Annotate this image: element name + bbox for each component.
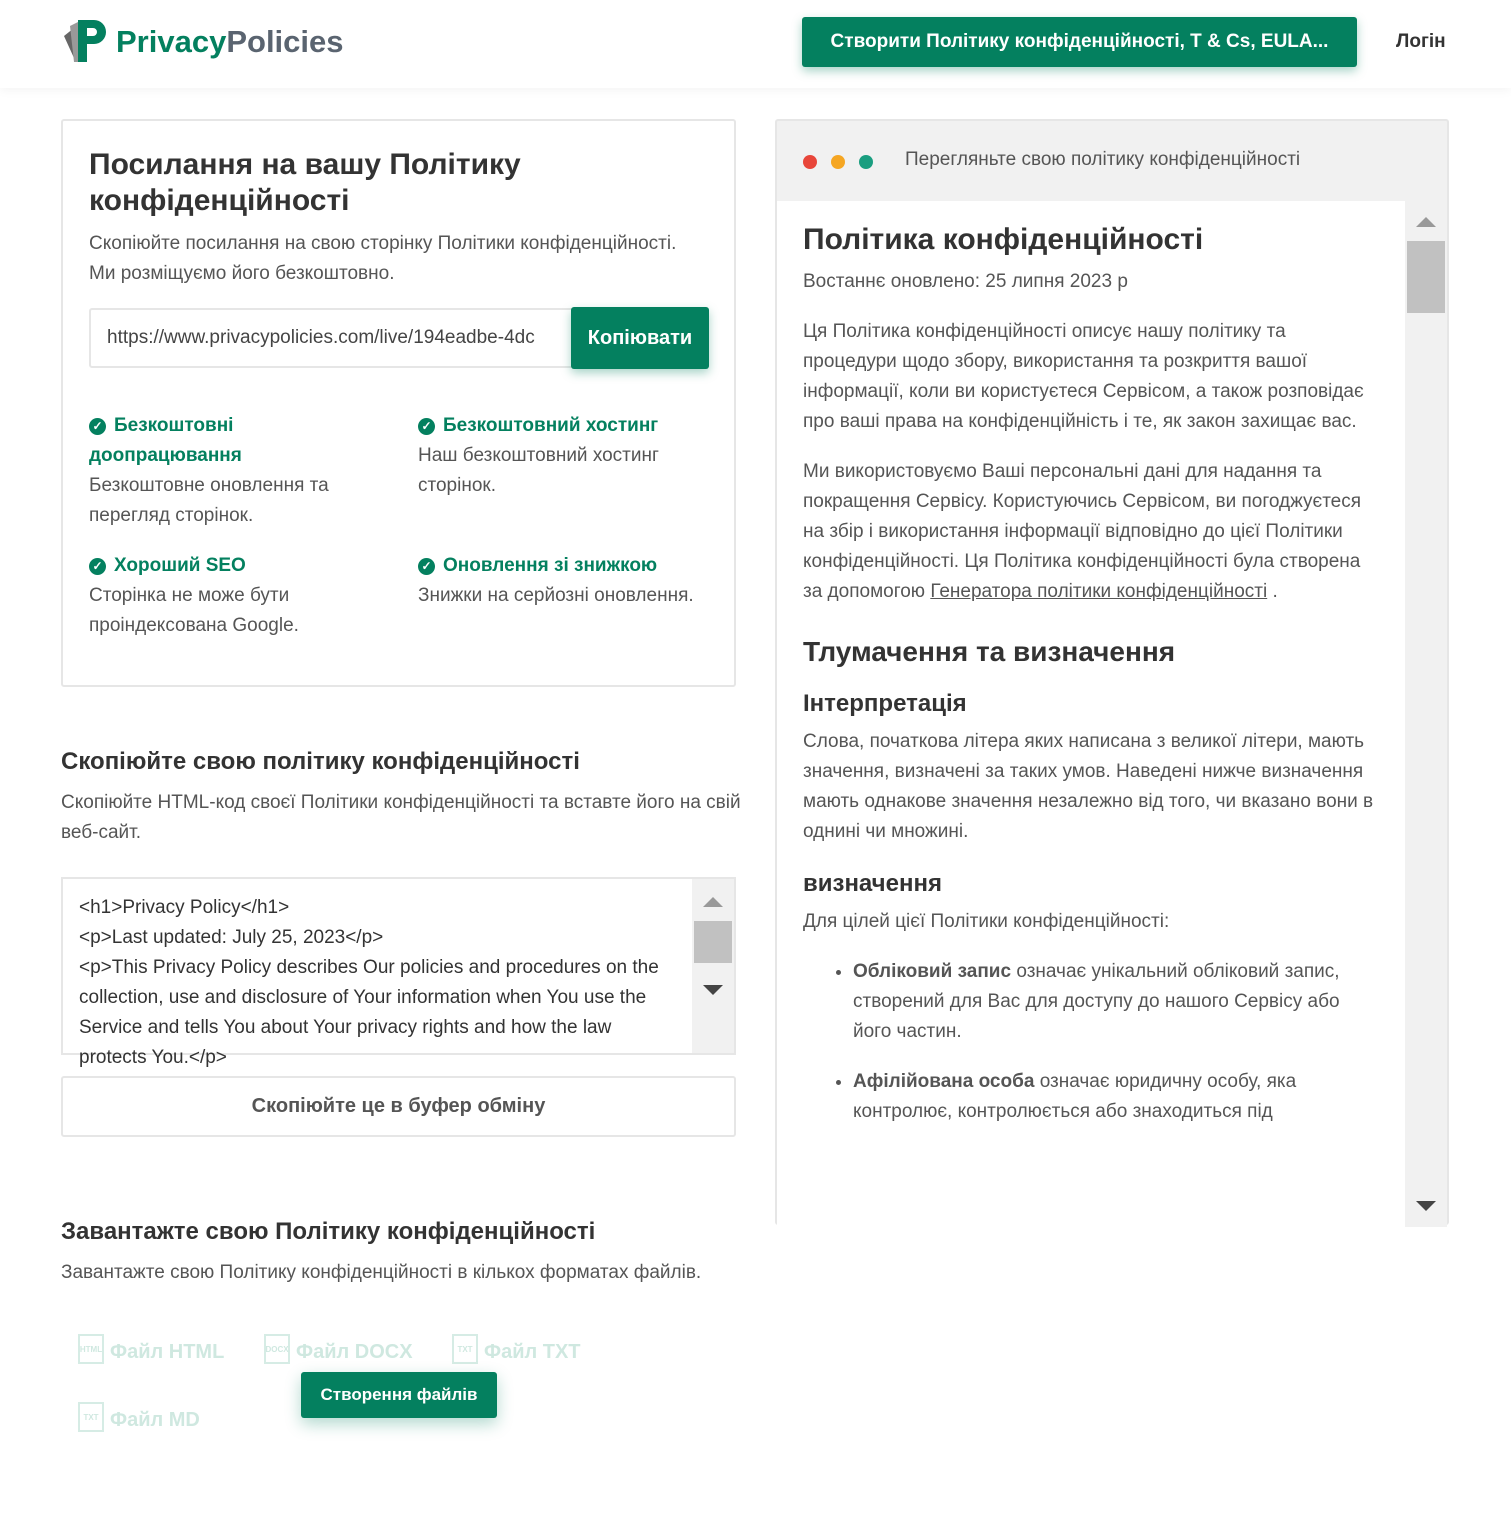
copy-section [61, 748, 741, 848]
feature-text: Наш безкоштовний хостинг сторінок. [418, 445, 659, 496]
green-dot-icon [859, 155, 873, 169]
definition-item [853, 1067, 1381, 1127]
feature-text: Безкоштовне оновлення та перегляд сторінок. [89, 475, 329, 526]
download-txt[interactable] [452, 1334, 581, 1364]
logo-text-privacy: Privacy [116, 24, 227, 59]
scroll-thumb[interactable] [694, 921, 732, 963]
preview-content[interactable] [777, 201, 1407, 1231]
file-txt-icon: TXT [452, 1334, 478, 1364]
usage-end: . [1267, 581, 1278, 602]
file-label: Файл HTML [110, 1341, 225, 1363]
feature-text: Сторінка не може бути проіндексована Google. [89, 585, 299, 636]
download-section-description: Завантажте свою Політику конфіденційності в кількох форматах файлів. [61, 1262, 702, 1283]
policy-html-textarea[interactable] [61, 877, 736, 1068]
card-title: Посилання на вашу Політику конфіденційності [89, 148, 521, 217]
copy-section-title: Скопіюйте свою політику конфіденційності [61, 748, 580, 775]
download-section-title: Завантажте свою Політику конфіденційності [61, 1218, 596, 1245]
usage-text: Ми використовуємо Ваші персональні дані для надання та покращення Сервісу. Користуючись Сервісом, ви погоджуєтеся на збір і використання інформації відповідно до цієї Політики конфіденційності. Ця Політика конфіденційності була створена за допомогою [803, 461, 1362, 602]
feature-free-revisions [89, 411, 379, 531]
definition-term: Афілійована особа [853, 1071, 1035, 1092]
logo-text-policies: Policies [226, 24, 344, 59]
generate-files-button[interactable]: Створення файлів [301, 1372, 497, 1418]
file-docx-icon: DOCX [264, 1334, 290, 1364]
logo-icon [62, 18, 110, 66]
check-icon: ✓ [89, 558, 106, 575]
usage-paragraph [803, 457, 1381, 607]
download-html[interactable] [78, 1334, 224, 1364]
feature-free-hosting [418, 411, 708, 501]
copy-to-clipboard-button[interactable]: Скопіюйте це в буфер обміну [61, 1076, 736, 1137]
scroll-up-icon[interactable] [1416, 217, 1436, 227]
file-label: Файл DOCX [296, 1341, 413, 1363]
card-description: Скопіюйте посилання на свою сторінку Політики конфіденційності. Ми розміщуємо його безкоштовно. [89, 233, 677, 284]
definition-text: означає юридичну особу, яка контролює, контролюється або знаходиться під [853, 1071, 1297, 1122]
interpretation-heading: Інтерпретація [803, 690, 967, 717]
intro-paragraph: Ця Політика конфіденційності описує нашу політику та процедури щодо збору, використання та розкриття вашої інформації, коли ви користуєтеся Сервісом, а також розповідає про ваші права на конфіденційність і те, як закон захищає вас. [803, 321, 1364, 432]
policy-url-value[interactable]: https://www.privacypolicies.com/live/194eadbe-4dc [107, 327, 535, 348]
logo[interactable] [62, 18, 344, 66]
policy-url-field[interactable] [89, 308, 709, 368]
feature-title: Хороший SEO [114, 555, 246, 576]
preview-title: Перегляньте свою політику конфіденційності [905, 149, 1301, 170]
red-dot-icon [803, 155, 817, 169]
create-policy-button[interactable]: Створити Політику конфіденційності, T & Cs, EULA... [802, 17, 1357, 67]
scroll-down-icon[interactable] [1416, 1201, 1436, 1211]
file-label: Файл MD [110, 1409, 200, 1431]
preview-heading: Політика конфіденційності [803, 223, 1204, 256]
feature-text: Знижки на серйозні оновлення. [418, 585, 694, 606]
feature-seo [89, 551, 379, 641]
policy-link-card [61, 119, 736, 687]
scroll-up-icon[interactable] [703, 897, 723, 907]
check-icon: ✓ [89, 418, 106, 435]
scroll-thumb[interactable] [1407, 241, 1445, 313]
download-md[interactable] [78, 1402, 200, 1432]
copy-url-button[interactable]: Копіювати [571, 307, 709, 369]
definition-item [853, 957, 1381, 1047]
preview-scrollbar[interactable] [1405, 201, 1447, 1227]
file-html-icon: HTML [78, 1334, 104, 1364]
definitions-intro: Для цілей цієї Політики конфіденційності: [803, 911, 1170, 932]
definitions-subheading: визначення [803, 870, 942, 897]
check-icon: ✓ [418, 418, 435, 435]
login-link[interactable]: Логін [1396, 31, 1446, 52]
generator-link[interactable]: Генератора політики конфіденційності [930, 581, 1268, 602]
scrollbar[interactable] [692, 879, 734, 1053]
interpretation-text: Слова, початкова літера яких написана з великої літери, мають значення, визначені за таких умов. Наведені нижче визначення мають однакове значення незалежно від того, чи вказано вони в однині чи множині. [803, 731, 1374, 842]
window-dots [803, 155, 873, 169]
definitions-heading: Тлумачення та визначення [803, 636, 1176, 667]
definition-text: означає унікальний обліковий запис, створений для Вас для доступу до нашого Сервісу або його частин. [853, 961, 1340, 1042]
download-docx[interactable] [264, 1334, 413, 1364]
policy-preview-window [775, 119, 1449, 1225]
feature-title: Безкоштовний хостинг [443, 415, 659, 436]
feature-title: Безкоштовні доопрацювання [89, 415, 242, 466]
file-label: Файл TXT [484, 1341, 581, 1363]
policy-html-code[interactable]: <h1>Privacy Policy</h1> <p>Last updated: July 25, 2023</p> <p>This Privacy Policy describes Our policies and procedures on the collection, use and disclosure of Your information when You use the Service and tells You about Your privacy rights and how the law protects You.</p> [79, 897, 659, 1068]
scroll-down-icon[interactable] [703, 985, 723, 995]
file-md-icon: TXT [78, 1402, 104, 1432]
definition-term: Обліковий запис [853, 961, 1012, 982]
yellow-dot-icon [831, 155, 845, 169]
feature-title: Оновлення зі знижкою [443, 555, 658, 576]
check-icon: ✓ [418, 558, 435, 575]
last-updated: Востаннє оновлено: 25 липня 2023 р [803, 271, 1128, 292]
copy-section-description: Скопіюйте HTML-код своєї Політики конфіденційності та вставте його на свій веб-сайт. [61, 792, 741, 843]
header [0, 0, 1511, 88]
download-section [61, 1218, 741, 1288]
feature-discount-updates [418, 551, 718, 611]
